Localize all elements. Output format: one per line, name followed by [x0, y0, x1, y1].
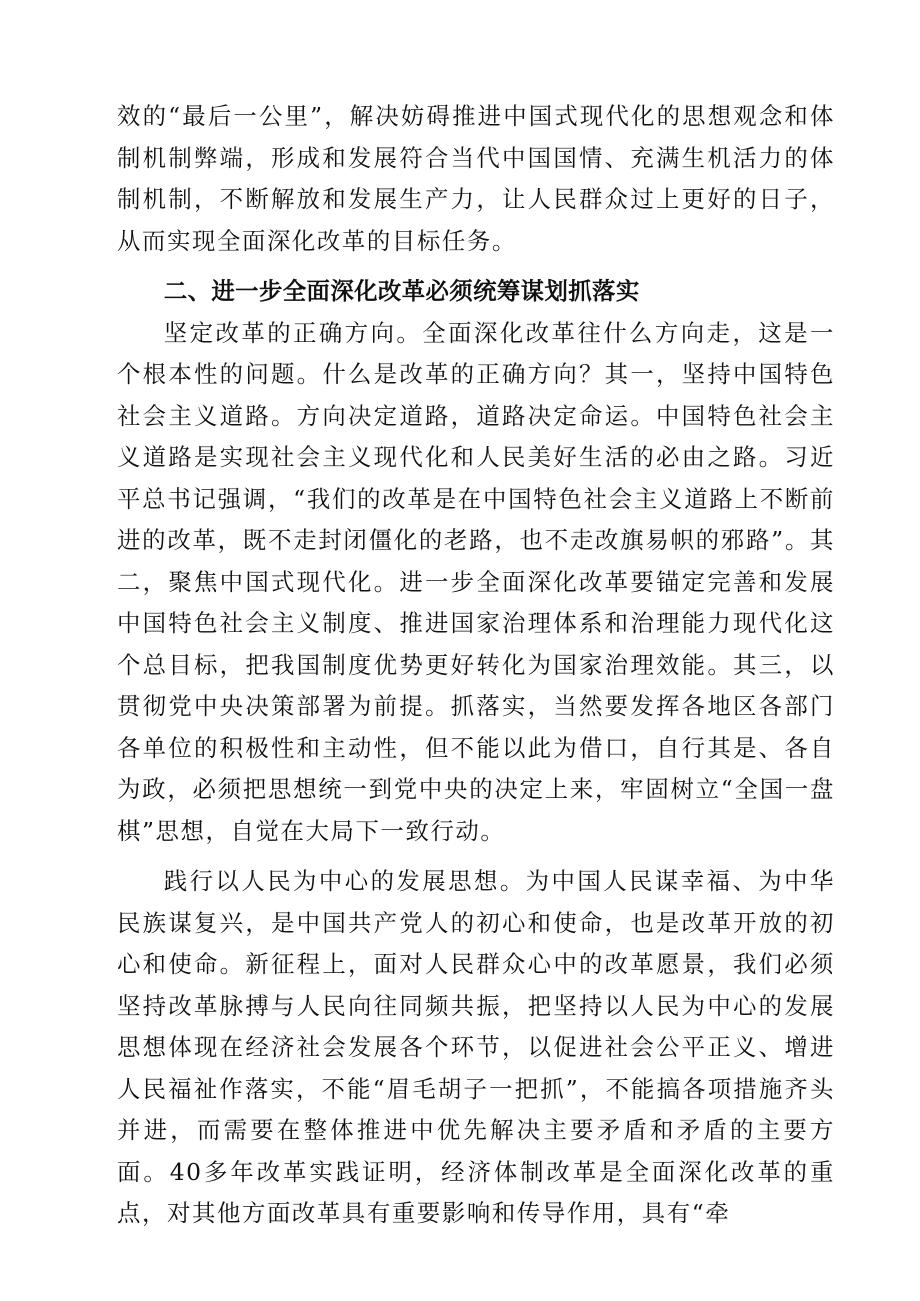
- paragraph-correct-direction: 坚定改革的正确方向。全面深化改革往什么方向走，这是一个根本性的问题。什么是改革的正确方向？其一，坚持中国特色社会主义道路。方向决定道路，道路决定命运。中国特色社会主义道路是实现社会主义现代化和人民美好生活的必由之路。习近平总书记强调，“我们的改革是在中国特色社会主义道路上不断前进的改革，既不走封闭僵化的老路，也不走改旗易帜的邪路”。其二，聚焦中国式现代化。进一步全面深化改革要锚定完善和发展中国特色社会主义制度、推进国家治理体系和治理能力现代化这个总目标，把我国制度优势更好转化为国家治理效能。其三，以贯彻党中央决策部署为前提。抓落实，当然要发挥各地区各部门各单位的积极性和主动性，但不能以此为借口，自行其是、各自为政，必须把思想统一到党中央的决定上来，牢固树立“全国一盘棋”思想，自觉在大局下一致行动。: [117, 318, 835, 845]
- document-page: [117, 96, 835, 1235]
- section-heading: 二、进一步全面深化改革必须统筹谋划抓落实: [163, 277, 640, 305]
- paragraph-continued: 效的“最后一公里”，解决妨碍推进中国式现代化的思想观念和体制机制弊端，形成和发展符合当代中国国情、充满生机活力的体制机制，不断解放和发展生产力，让人民群众过上更好的日子，从而实现全面深化改革的目标任务。: [117, 102, 835, 255]
- paragraph-people-centered: 践行以人民为中心的发展思想。为中国人民谋幸福、为中华民族谋复兴，是中国共产党人的初心和使命，也是改革开放的初心和使命。新征程上，面对人民群众心中的改革愿景，我们必须坚持改革脉搏与人民向往同频共振，把坚持以人民为中心的发展思想体现在经济社会发展各个环节，以促进社会公平正义、增进人民福祉作落实，不能“眉毛胡子一把抓”，不能搞各项措施齐头并进，而需要在整体推进中优先解决主要矛盾和矛盾的主要方面。40多年改革实践证明，经济体制改革是全面深化改革的重点，对其他方面改革具有重要影响和传导作用，具有“牵: [117, 867, 835, 1227]
